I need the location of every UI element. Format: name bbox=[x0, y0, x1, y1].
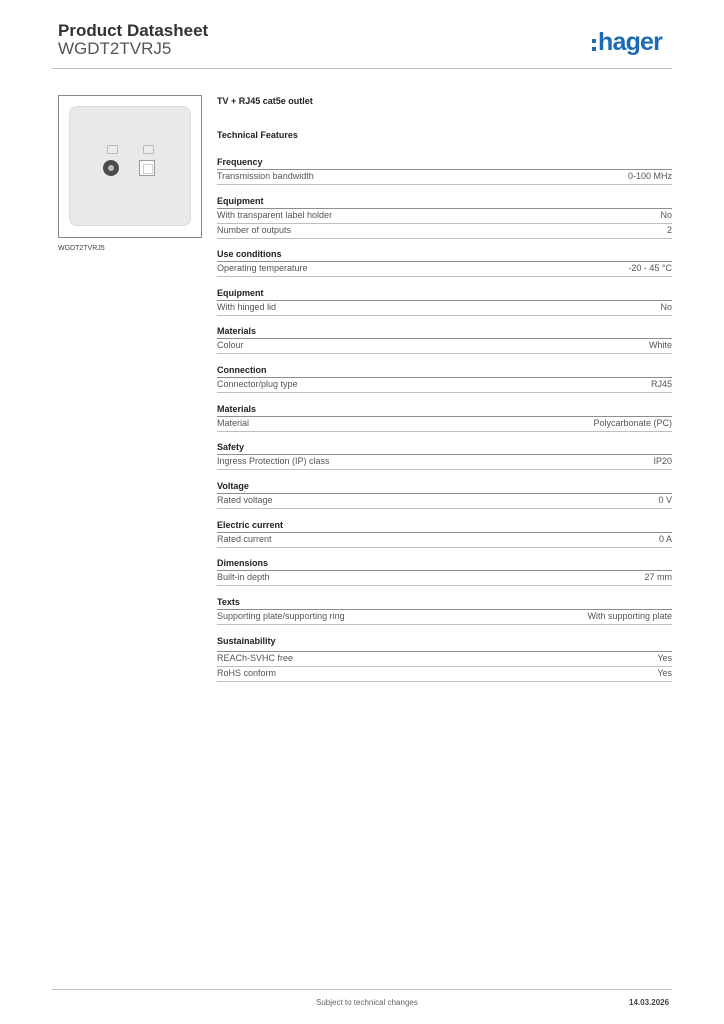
spec-value: Yes bbox=[657, 653, 672, 663]
spec-heading: Materials bbox=[217, 325, 672, 339]
product-description: TV + RJ45 cat5e outlet bbox=[217, 96, 313, 106]
product-code: WGDT2TVRJ5 bbox=[58, 39, 172, 58]
spec-label: Built-in depth bbox=[217, 572, 270, 582]
spec-label: Connector/plug type bbox=[217, 379, 298, 389]
spec-row bbox=[217, 301, 672, 316]
spec-row bbox=[217, 610, 672, 625]
spec-row bbox=[217, 533, 672, 548]
spec-section bbox=[217, 248, 672, 277]
page-title: Product Datasheet bbox=[58, 21, 209, 40]
header-divider bbox=[52, 68, 672, 69]
spec-section bbox=[217, 441, 672, 470]
spec-section bbox=[217, 403, 672, 432]
spec-section bbox=[217, 156, 672, 185]
spec-row bbox=[217, 378, 672, 393]
spec-value: -20 - 45 °C bbox=[628, 263, 672, 273]
spec-label: Operating temperature bbox=[217, 263, 308, 273]
spec-section bbox=[217, 195, 672, 239]
rj45-socket-icon bbox=[139, 160, 155, 176]
spec-value: Polycarbonate (PC) bbox=[593, 418, 672, 428]
spec-value: RJ45 bbox=[650, 379, 672, 389]
spec-label: Transmission bandwidth bbox=[217, 171, 314, 181]
spec-row bbox=[217, 667, 672, 682]
spec-value: With supporting plate bbox=[587, 611, 672, 621]
footer-note: Subject to technical changes bbox=[316, 998, 418, 1007]
spec-heading: Electric current bbox=[217, 519, 672, 533]
spec-heading: Texts bbox=[217, 596, 672, 610]
logo-colon-icon bbox=[592, 34, 596, 52]
spec-value: 2 bbox=[666, 225, 672, 235]
spec-section bbox=[217, 325, 672, 354]
spec-section bbox=[217, 364, 672, 393]
spec-label: Number of outputs bbox=[217, 225, 292, 235]
spec-heading: Use conditions bbox=[217, 248, 672, 262]
spec-row bbox=[217, 224, 672, 239]
outlet-plate bbox=[69, 106, 191, 226]
spec-row bbox=[217, 417, 672, 432]
spec-heading: Safety bbox=[217, 441, 672, 455]
spec-heading: Dimensions bbox=[217, 557, 672, 571]
spec-section bbox=[217, 480, 672, 509]
product-image bbox=[58, 95, 202, 238]
footer-date: 14.03.2026 bbox=[629, 998, 670, 1007]
spec-row bbox=[217, 571, 672, 586]
footer-divider bbox=[52, 989, 672, 990]
spec-heading: Equipment bbox=[217, 195, 672, 209]
spec-heading: Connection bbox=[217, 364, 672, 378]
spec-label: REACh-SVHC free bbox=[217, 653, 294, 663]
spec-section bbox=[217, 596, 672, 625]
spec-label: Material bbox=[217, 418, 250, 428]
features-title: Technical Features bbox=[217, 130, 298, 140]
spec-section bbox=[217, 635, 672, 682]
spec-value: 0-100 MHz bbox=[627, 171, 672, 181]
spec-label: With hinged lid bbox=[217, 302, 277, 312]
tv-label-icon bbox=[107, 145, 118, 154]
spec-heading: Voltage bbox=[217, 480, 672, 494]
spec-row bbox=[217, 209, 672, 224]
spec-row bbox=[217, 262, 672, 277]
spec-label: Supporting plate/supporting ring bbox=[217, 611, 345, 621]
spec-label: Colour bbox=[217, 340, 244, 350]
spec-label: Rated current bbox=[217, 534, 272, 544]
spec-value: 27 mm bbox=[644, 572, 672, 582]
spec-heading: Sustainability bbox=[217, 636, 276, 646]
network-label-icon bbox=[143, 145, 154, 154]
spec-row bbox=[217, 651, 672, 667]
spec-label: Rated voltage bbox=[217, 495, 273, 505]
spec-section bbox=[217, 519, 672, 548]
spec-row bbox=[217, 455, 672, 470]
spec-row bbox=[217, 494, 672, 509]
spec-label: RoHS conform bbox=[217, 668, 277, 678]
spec-section bbox=[217, 557, 672, 586]
spec-row bbox=[217, 170, 672, 185]
spec-value: Yes bbox=[657, 668, 672, 678]
image-caption: WGDT2TVRJ5 bbox=[58, 245, 105, 252]
hager-logo bbox=[592, 28, 662, 56]
spec-label: With transparent label holder bbox=[217, 210, 333, 220]
spec-value: No bbox=[660, 302, 672, 312]
spec-heading: Equipment bbox=[217, 287, 672, 301]
logo-text: hager bbox=[598, 28, 663, 56]
coax-socket-icon bbox=[103, 160, 119, 176]
spec-heading: Frequency bbox=[217, 156, 672, 170]
spec-value: IP20 bbox=[653, 456, 672, 466]
spec-label: Ingress Protection (IP) class bbox=[217, 456, 330, 466]
spec-heading: Materials bbox=[217, 403, 672, 417]
spec-section bbox=[217, 287, 672, 316]
spec-value: White bbox=[648, 340, 672, 350]
spec-value: 0 A bbox=[658, 534, 672, 544]
spec-value: No bbox=[660, 210, 672, 220]
spec-row bbox=[217, 339, 672, 354]
spec-value: 0 V bbox=[658, 495, 672, 505]
